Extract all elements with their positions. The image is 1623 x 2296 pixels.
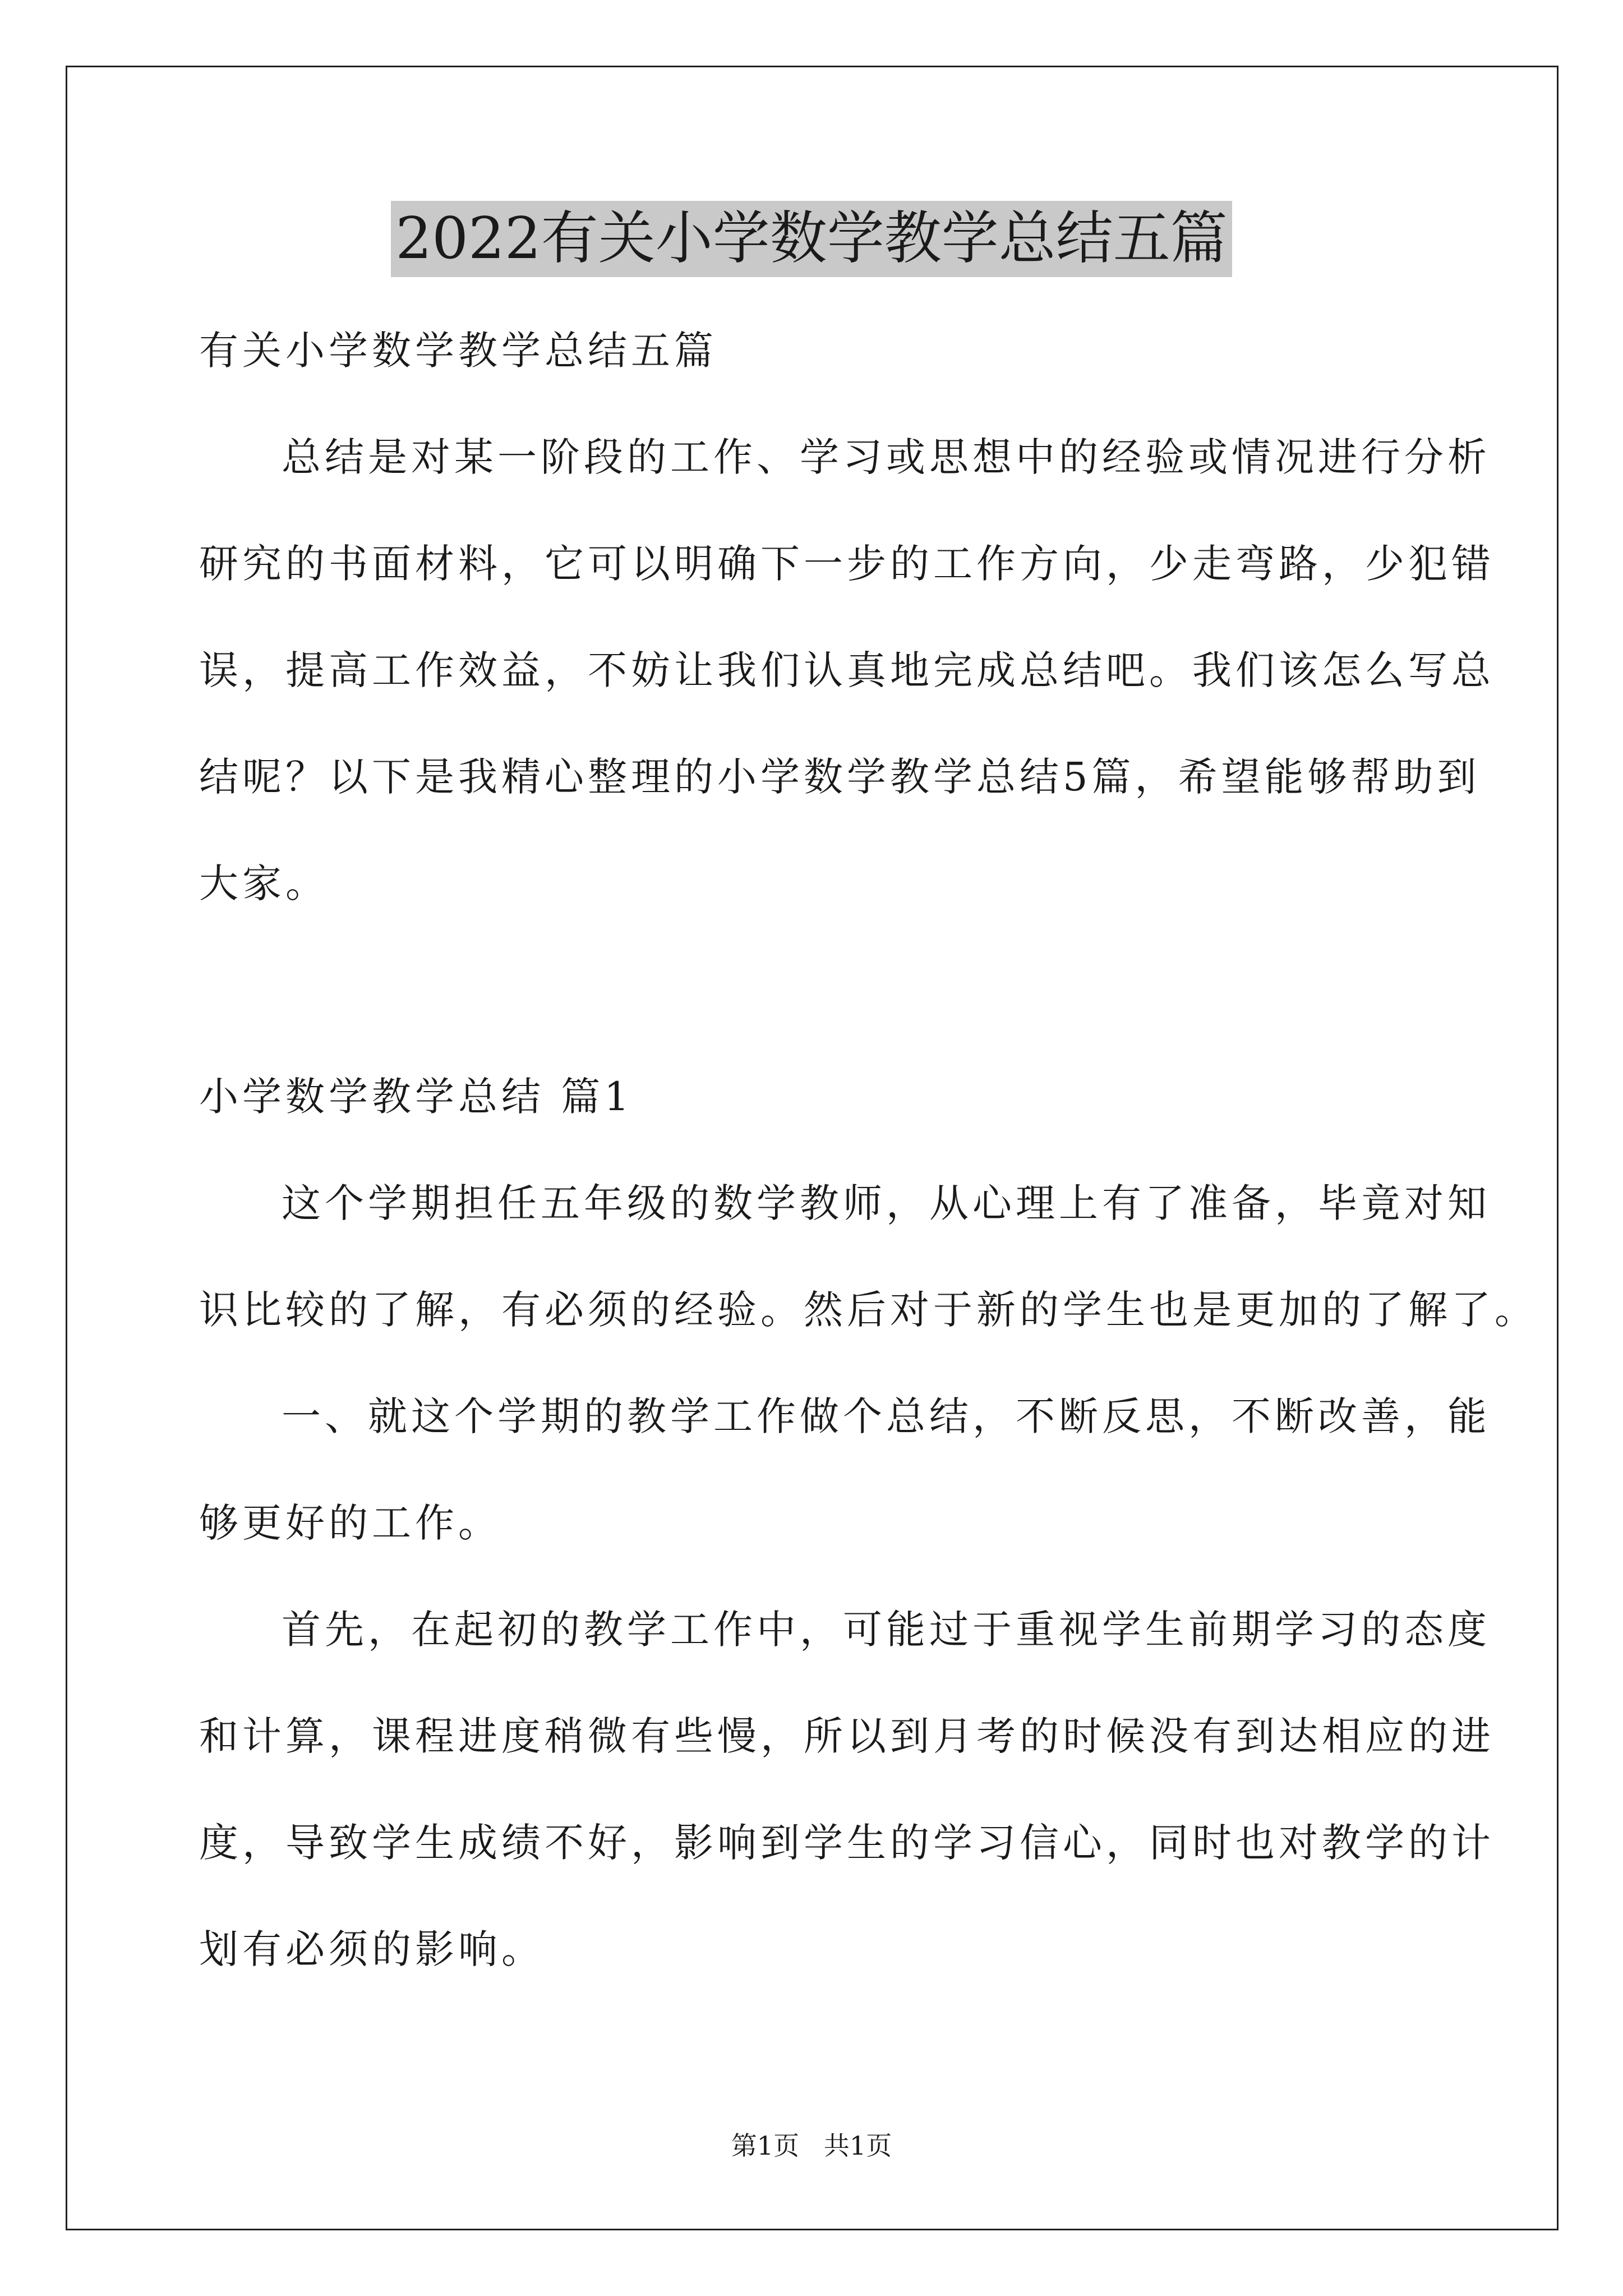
- paragraph-line: 一、就这个学期的教学工作做个总结，不断反思，不断改善，能: [282, 1393, 1491, 1439]
- page-footer: 第1页 共1页: [731, 2131, 892, 2161]
- subtitle-line: 有关小学数学教学总结五篇: [199, 328, 717, 374]
- paragraph-line: 结呢？以下是我精心整理的小学数学教学总结5篇，希望能够帮助到: [199, 754, 1481, 800]
- paragraph-line: 度，导致学生成绩不好，影响到学生的学习信心，同时也对教学的计: [199, 1820, 1495, 1866]
- paragraph-line: 大家。: [199, 861, 329, 907]
- document-body: [199, 314, 1538, 2019]
- section-heading: 小学数学教学总结 篇1: [199, 1074, 633, 1120]
- paragraph-line: 这个学期担任五年级的数学教师，从心理上有了准备，毕竟对知: [282, 1180, 1491, 1226]
- paragraph-line: 够更好的工作。: [199, 1500, 501, 1546]
- paragraph-line: 误，提高工作效益，不妨让我们认真地完成总结吧。我们该怎么写总: [199, 647, 1495, 693]
- paragraph-line: 划有必须的影响。: [199, 1926, 545, 1972]
- title-container: [0, 201, 1623, 277]
- blank-line: [199, 954, 1433, 1060]
- paragraph-line: 和计算，课程进度稍微有些慢，所以到月考的时候没有到达相应的进: [199, 1713, 1495, 1759]
- paragraph-line: 总结是对某一阶段的工作、学习或思想中的经验或情况进行分析: [282, 434, 1491, 480]
- paragraph-line: 研究的书面材料，它可以明确下一步的工作方向，少走弯路，少犯错: [199, 541, 1495, 587]
- document-title: 2022有关小学数学教学总结五篇: [391, 201, 1232, 277]
- paragraph-line: 识比较的了解，有必须的经验。然后对于新的学生也是更加的了解了。: [199, 1287, 1538, 1333]
- paragraph-line: 首先，在起初的教学工作中，可能过于重视学生前期学习的态度: [282, 1607, 1491, 1653]
